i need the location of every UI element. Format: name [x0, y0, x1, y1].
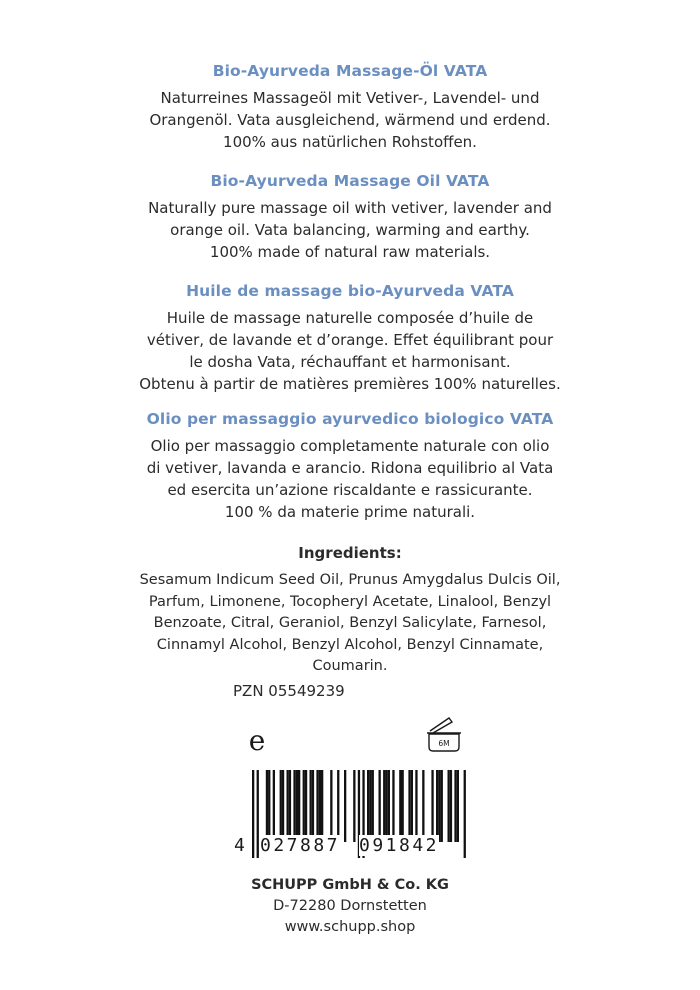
section-body: [0, 307, 700, 395]
barcode-bar: [316, 770, 318, 842]
ingredients-line: Sesamum Indicum Seed Oil, Prunus Amygdalus Dulcis Oil,: [139, 572, 561, 588]
body-line: 100% made of natural raw materials.: [209, 243, 491, 261]
barcode-bar: [385, 770, 387, 842]
barcode-bar: [321, 770, 323, 842]
body-line: di vetiver, lavanda e arancio. Ridona equilibrio al Vata: [146, 459, 554, 477]
ingredients-line: Cinnamyl Alcohol, Benzyl Alcohol, Benzyl Cinnamate,: [156, 636, 544, 653]
barcode-bar: [464, 770, 466, 858]
section-de: [0, 62, 700, 153]
barcode-bar: [402, 770, 404, 842]
body-line: Naturally pure massage oil with vetiver, lavender and: [148, 199, 552, 217]
body-line: le dosha Vata, réchauffant et harmonisant.: [189, 353, 511, 371]
pzn-number: PZN 05549239: [233, 682, 345, 700]
barcode-bar: [273, 770, 275, 842]
barcode: [232, 770, 467, 862]
barcode-bar: [383, 770, 385, 842]
estimate-mark-icon: [242, 727, 272, 757]
ingredients-list: [0, 570, 700, 678]
barcode-bar: [319, 770, 321, 842]
barcode-bar: [411, 770, 413, 842]
body-line: Olio per massaggio completamente naturale con olio: [150, 437, 550, 455]
barcode-bar: [282, 770, 284, 842]
body-line: Huile de massage naturelle composée d’huile de: [166, 309, 534, 327]
barcode-bar: [252, 770, 254, 858]
barcode-bar: [312, 770, 314, 842]
body-line: Naturreines Massageöl mit Vetiver-, Lavendel- und: [160, 89, 540, 107]
body-line: orange oil. Vata balancing, warming and earthy.: [170, 221, 530, 239]
barcode-bar: [450, 770, 452, 842]
period-after-opening-icon: [422, 714, 464, 754]
barcode-bar: [289, 770, 291, 842]
pao-label: 6M: [438, 739, 450, 748]
barcode-bar: [399, 770, 401, 842]
section-title: Huile de massage bio-Ayurveda VATA: [186, 282, 514, 300]
body-line: 100 % da materie prime naturali.: [224, 503, 476, 521]
company-address: D-72280 Dornstetten: [273, 898, 427, 914]
barcode-bar: [293, 770, 295, 842]
barcode-bar: [310, 770, 312, 842]
barcode-bar: [367, 770, 369, 842]
barcode-left-digits: 027887: [260, 835, 341, 856]
barcode-bar: [369, 770, 371, 842]
section-it: [0, 410, 700, 523]
company-info: [0, 875, 700, 938]
barcode-bar: [457, 770, 459, 842]
ingredients-line: Parfum, Limonene, Tocopheryl Acetate, Linalool, Benzyl: [148, 593, 552, 610]
barcode-bar: [298, 770, 300, 842]
barcode-bar: [296, 770, 298, 842]
section-fr: [0, 282, 700, 395]
barcode-bar: [415, 770, 417, 842]
ingredients-line: Benzoate, Citral, Geraniol, Benzyl Salicylate, Farnesol,: [153, 615, 547, 631]
barcode-bar: [388, 770, 390, 842]
barcode-bar: [436, 770, 438, 842]
section-body: [0, 197, 700, 263]
body-line: Obtenu à partir de matières premières 100% naturelles.: [139, 375, 561, 393]
barcode-bar: [353, 770, 355, 842]
body-line: 100% aus natürlichen Rohstoffen.: [223, 133, 477, 151]
ingredients-block: [0, 544, 700, 678]
barcode-bar: [305, 770, 307, 842]
body-line: ed esercita un’azione riscaldante e rassicurante.: [167, 481, 533, 499]
section-title: Olio per massaggio ayurvedico biologico VATA: [146, 410, 554, 428]
barcode-bar: [344, 770, 346, 842]
barcode-bar: [372, 770, 374, 842]
barcode-bar: [287, 770, 289, 842]
company-website[interactable]: www.schupp.shop: [284, 919, 416, 935]
company-name: SCHUPP GmbH & Co. KG: [251, 877, 449, 893]
section-title: Bio-Ayurveda Massage-Öl VATA: [212, 62, 488, 80]
body-line: Orangenöl. Vata ausgleichend, wärmend und erdend.: [149, 111, 551, 129]
barcode-bar: [454, 770, 456, 842]
barcode-right-digits: 091842: [359, 835, 440, 856]
barcode-bar: [441, 770, 443, 842]
barcode-bar: [408, 770, 410, 842]
section-en: [0, 172, 700, 263]
barcode-bar: [431, 770, 433, 842]
barcode-bar: [257, 770, 259, 858]
barcode-bar: [330, 770, 332, 842]
section-body: [0, 87, 700, 153]
body-line: vétiver, de lavande et d’orange. Effet équilibrant pour: [146, 331, 554, 349]
section-title: Bio-Ayurveda Massage Oil VATA: [210, 172, 490, 190]
barcode-bar: [303, 770, 305, 842]
ingredients-line: Coumarin.: [312, 658, 388, 674]
section-body: [0, 435, 700, 523]
barcode-bar: [266, 770, 268, 842]
barcode-bar: [438, 770, 440, 842]
barcode-bar: [268, 770, 270, 842]
barcode-bar: [392, 770, 394, 842]
barcode-bar: [280, 770, 282, 842]
barcode-lead-digit: 4: [234, 835, 248, 856]
barcode-bar: [379, 770, 381, 842]
barcode-bar: [422, 770, 424, 842]
estimate-mark-glyph: e: [248, 727, 266, 757]
barcode-bar: [448, 770, 450, 842]
barcode-bar: [337, 770, 339, 842]
ingredients-title: Ingredients:: [298, 544, 402, 562]
